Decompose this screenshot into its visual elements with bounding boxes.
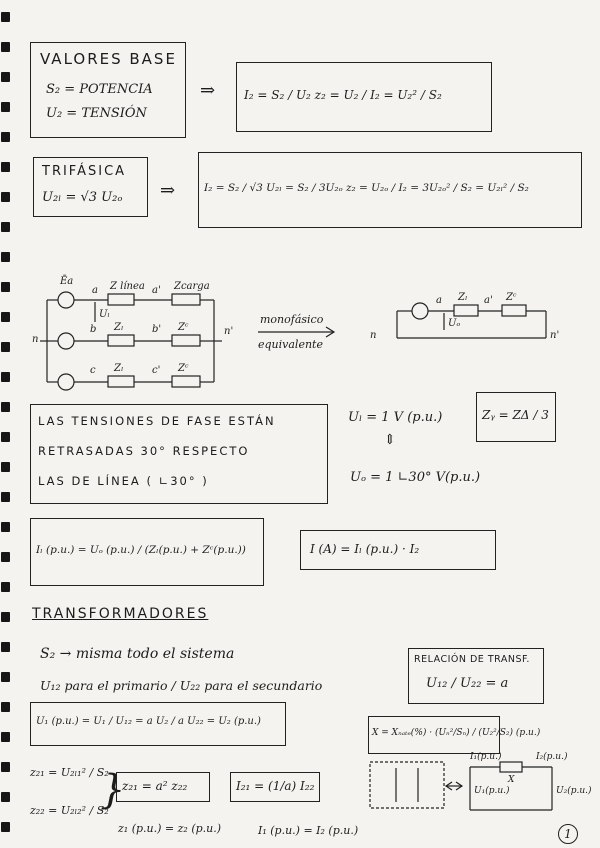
mono-zl-label: Zₗ [458,292,468,303]
circuit-u2-label: U₂(p.u.) [556,786,592,796]
equivalence-arrow: ⇕ [384,432,396,448]
mono-n-label: n [370,330,377,341]
zb1-formula: z₂₁ = U₂ₗ₁² / S₂ [30,766,109,779]
x-formula: X = Xₙₐₜₑ(%) · (Uₙ²/Sₙ) / (U₂²/S₂) (p.u.) [372,728,541,738]
zc-c-label: Zᶜ [178,363,189,374]
mono-uf-label: Uₒ [448,318,461,329]
z-linea-label: Z línea [110,281,145,292]
arrow-1: ⇒ [200,80,216,101]
il-formula: Iₗ (p.u.) = Uₒ (p.u.) / (Zₗ(p.u.) + Zᶜ(p.u.)) [36,544,246,556]
zeq-formula: Zᵧ = ZΔ / 3 [482,408,549,422]
ia-formula: I (A) = Iₗ (p.u.) · I₂ [310,542,420,556]
mono-zc-label: Zᶜ [506,292,517,303]
neutral-label: n [32,334,39,345]
equivalente-label: equivalente [258,338,323,351]
zb2-formula: z₂₂ = U₂ₗ₂² / S₂ [30,804,109,817]
arrow-2: ⇒ [160,180,176,201]
trifasica-title: TRIFÁSICA [42,164,127,179]
z-pu-result: z₁ (p.u.) = z₂ (p.u.) [118,822,222,835]
node-a-label: a [92,285,98,296]
node-c-prime-label: c' [152,365,161,376]
circuit-i1-label: I₁(p.u.) [470,752,502,762]
uf-pu-value: Uₒ = 1 ∟30° V(p.u.) [350,470,481,485]
brace: } [100,767,126,813]
ub-definition: U₂ = TENSIÓN [46,106,147,121]
circuit-i2-label: I₂(p.u.) [536,752,568,762]
ubl-definition: U₂ₗ = √3 U₂ₒ [42,190,123,205]
valores-base-title: VALORES BASE [40,50,177,68]
mono-node-a-prime-label: a' [484,295,493,306]
tensiones-line-2: RETRASADAS 30° RESPECTO [38,444,250,458]
circuit-u1-label: U₁(p.u.) [474,786,510,796]
mono-n-prime-label: n' [550,330,560,341]
base-formula: I₂ = S₂ / U₂ z₂ = U₂ / I₂ = U₂² / S₂ [244,88,442,102]
zb-relation-formula: z₂₁ = a² z₂₂ [122,779,188,793]
zc-b-label: Zᶜ [178,322,189,333]
ib-relation-formula: I₂₁ = (1/a) I₂₂ [236,779,315,793]
relacion-formula: U₁₂ / U₂₂ = a [426,676,509,691]
node-b-prime-label: b' [152,324,162,335]
tensiones-line-3: LAS DE LÍNEA ( ∟30° ) [38,474,209,488]
sb-sistema-line: S₂ → misma todo el sistema [40,646,235,662]
sb-definition: S₂ = POTENCIA [46,82,153,97]
tensiones-line-1: LAS TENSIONES DE FASE ESTÁN [38,414,276,428]
node-b-label: b [90,324,97,335]
node-a-prime-label: a' [152,285,161,296]
i-pu-result: I₁ (p.u.) = I₂ (p.u.) [258,824,359,837]
z-carga-label: Zcarga [174,281,210,292]
mono-node-a-label: a [436,295,442,306]
transformadores-title: TRANSFORMADORES [32,606,209,622]
zl-c-label: Zₗ [114,363,124,374]
source-label: Ēa [60,276,74,287]
monofasico-label: monofásico [260,313,324,326]
page-number: 1 [558,824,578,844]
neutral-prime-label: n' [224,326,234,337]
node-c-label: c [90,365,96,376]
ul-pu-value: Uₗ = 1 V (p.u.) [348,410,443,425]
circuit-x-label: X [508,775,515,785]
relacion-title: RELACIÓN DE TRANSF. [414,654,530,665]
trifasica-formula: I₂ = S₂ / √3 U₂ₗ = S₂ / 3U₂ₒ z₂ = U₂ₒ / I₂ = 3U₂ₒ² / S₂ = U₂ₗ² / S₂ [204,182,529,194]
u1-pu-formula: U₁ (p.u.) = U₁ / U₁₂ = a U₂ / a U₂₂ = U₂ (p.u.) [36,716,261,727]
ul-label: Uₗ [99,309,110,320]
u-primario-secundario-line: U₁₂ para el primario / U₂₂ para el secundario [40,678,323,693]
zl-b-label: Zₗ [114,322,124,333]
